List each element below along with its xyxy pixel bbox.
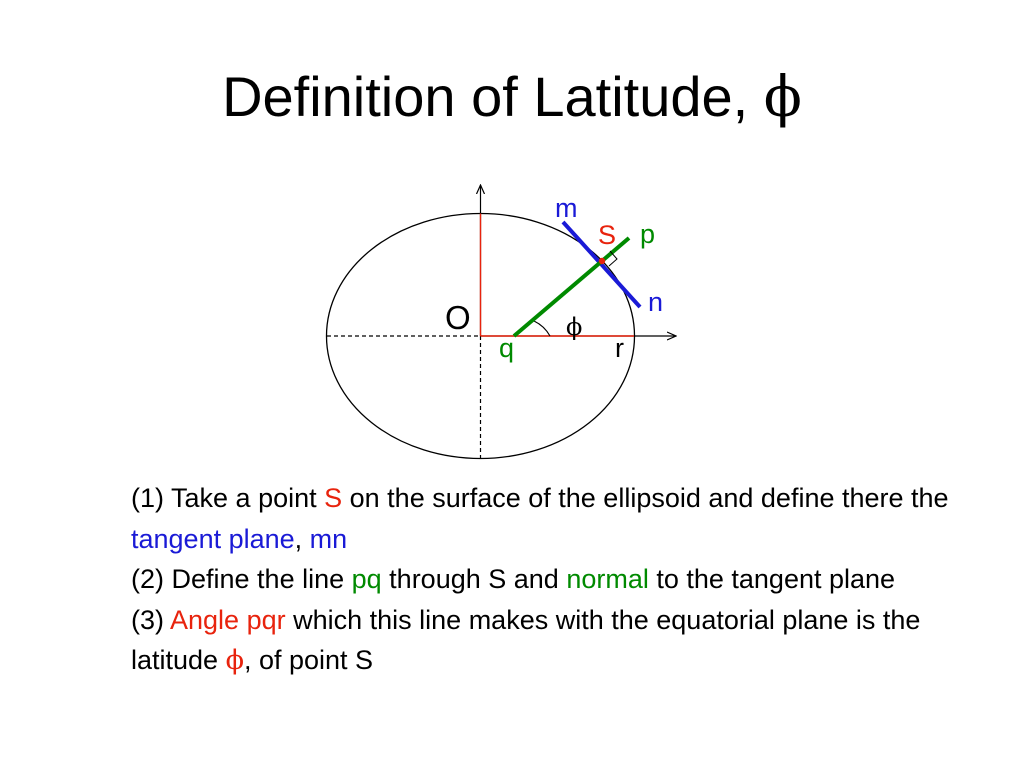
step-2-prefix: (2) Define the line <box>131 564 352 594</box>
step-1-mid: on the surface of the ellipsoid and define there the <box>342 483 949 513</box>
label-n: n <box>648 287 664 317</box>
step-3-prefix: (3) <box>131 604 171 635</box>
step-1-prefix: (1) Take a point <box>131 483 325 513</box>
label-r: r <box>615 333 624 363</box>
step-1-term2: mn <box>309 523 348 554</box>
label-s: S <box>598 220 617 250</box>
point-s-marker <box>599 258 605 264</box>
step-3 <box>131 600 991 682</box>
step-1-sep: , <box>294 523 310 554</box>
step-2-term: normal <box>566 564 649 594</box>
label-o: O <box>445 299 471 336</box>
title-text: Definition of Latitude, <box>222 65 764 128</box>
steps-text <box>131 478 991 682</box>
step-2-line: pq <box>351 564 382 594</box>
label-phi: ϕ <box>566 313 583 341</box>
step-1-point: S <box>324 483 343 513</box>
step-3-phi-symbol: ϕ <box>225 645 244 676</box>
step-3-term: Angle pqr <box>170 604 286 635</box>
step-1-term: tangent plane <box>131 523 295 554</box>
step-2-mid: through S and <box>381 564 567 594</box>
label-q: q <box>499 333 515 363</box>
step-3-suffix: , of point S <box>243 645 374 675</box>
label-p: p <box>640 219 656 249</box>
step-3-mid: which this line makes with the equatorial plane is the latitude <box>131 604 921 675</box>
title-phi-symbol: ϕ <box>763 65 802 130</box>
step-2-suffix: to the tangent plane <box>648 564 896 594</box>
angle-arc <box>534 321 550 336</box>
step-1 <box>131 478 991 559</box>
label-m: m <box>555 193 578 223</box>
step-2 <box>131 559 991 600</box>
